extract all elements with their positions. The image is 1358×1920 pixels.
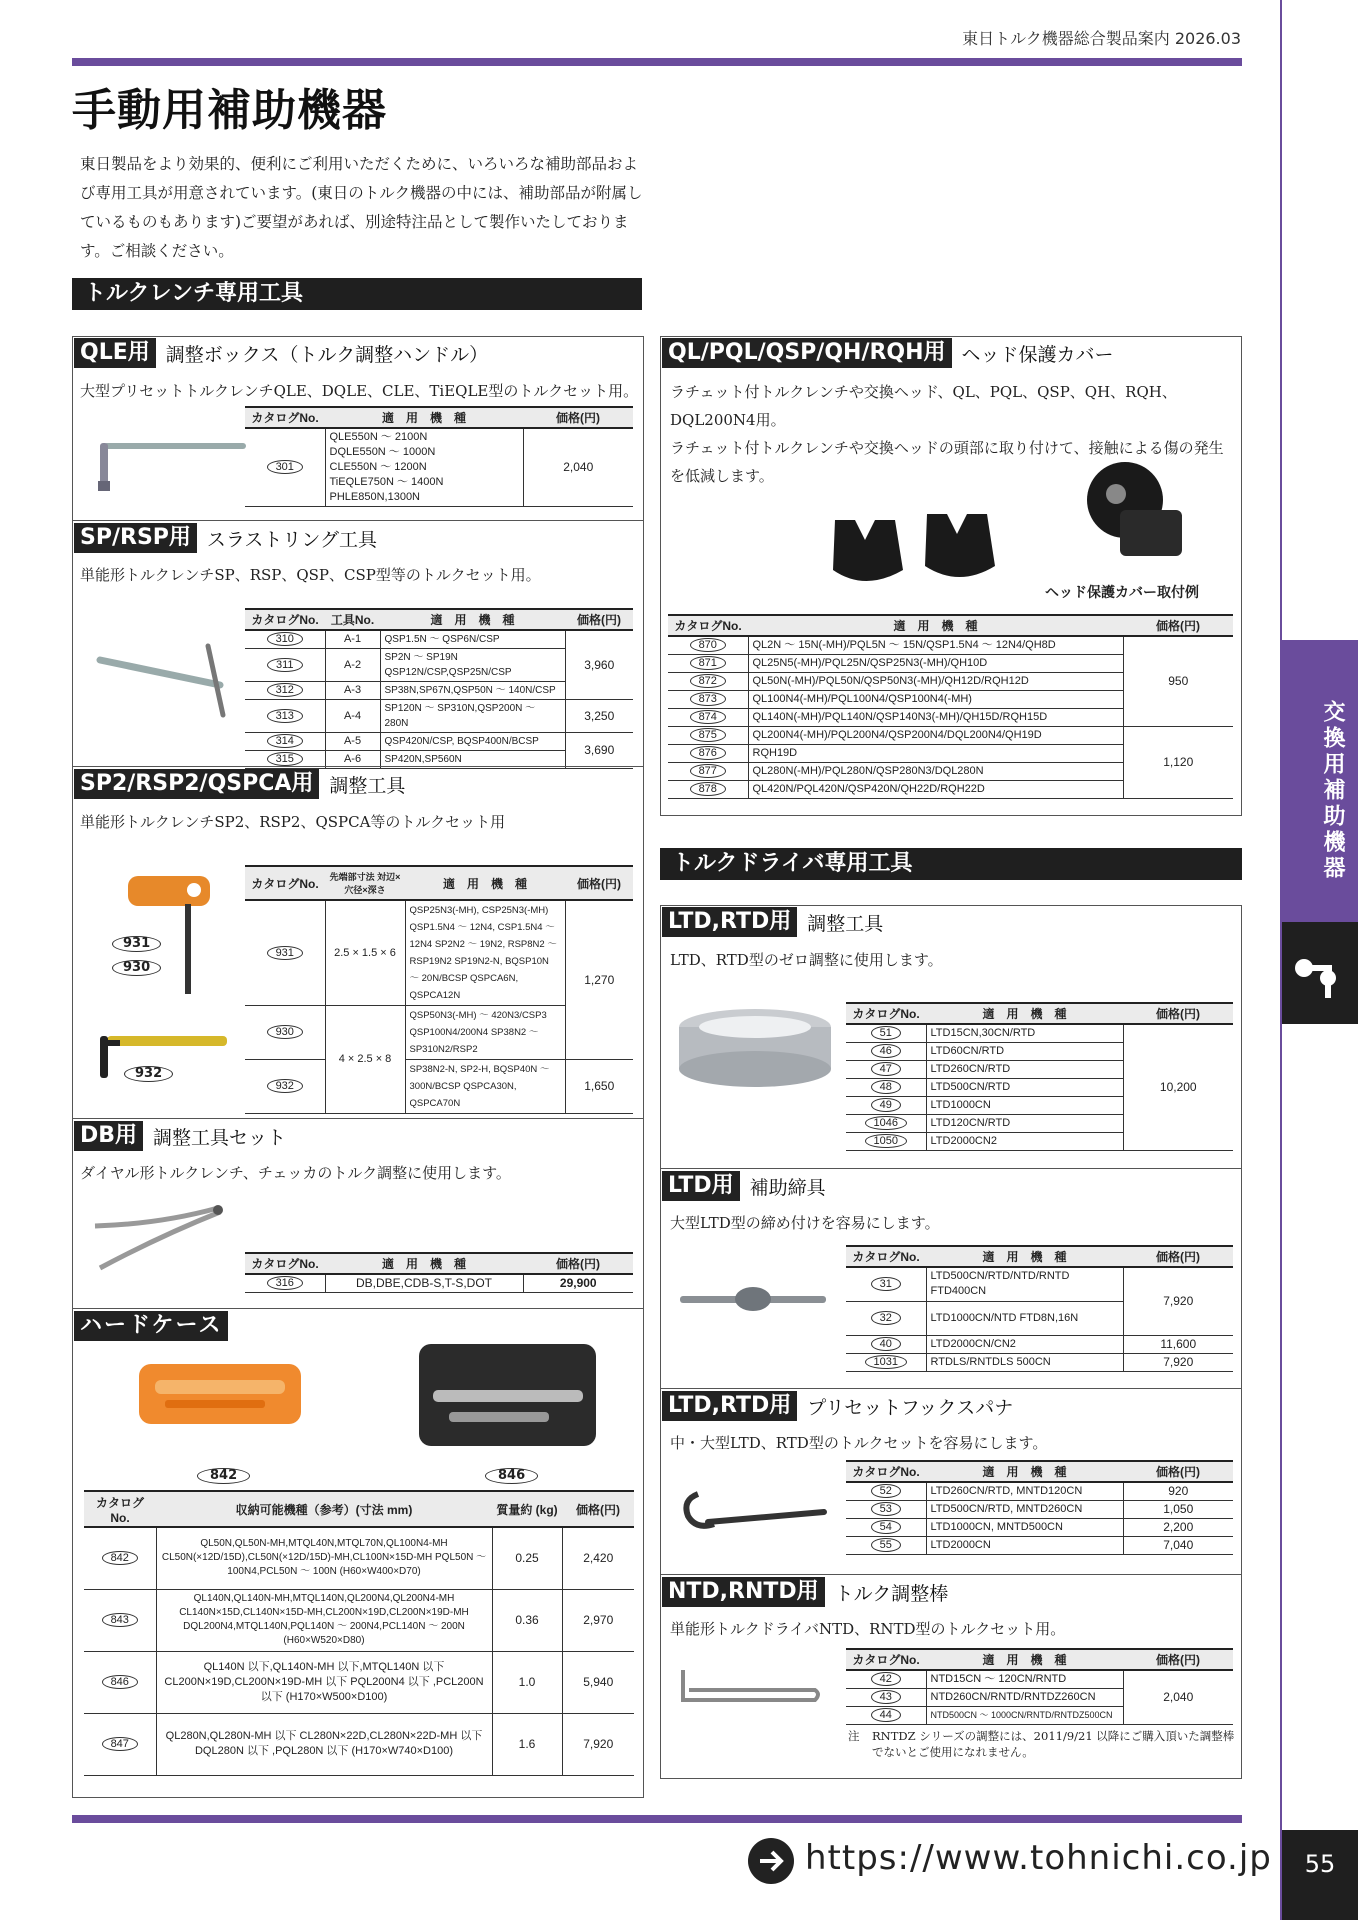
qle-tag: QLE用 <box>74 338 156 368</box>
ntd-note: RNTDZ シリーズの調整には、2011/9/21 以降にご購入頂いた調整棒でないとご使用になれません。 <box>872 1729 1235 1759</box>
db-header <box>74 1121 286 1151</box>
ltd2-tag: LTD用 <box>662 1171 740 1201</box>
arrow-circle-icon <box>748 1838 794 1884</box>
top-rule <box>72 58 1242 66</box>
case-table: カタログ No. 収納可能機種（参考）(寸法 mm) 質量約 (kg) 価格(円) 842 QL50N,QL50N-MH,MTQL40N,MTQL70N,QL100N4-MH CL50N(×12D/15D),CL50N(×12D/15D)-MH,CL100N×15D-MH PQL50N ～ 100N4,PCL50N ～ 100N (H60×W400×D70) 0.25 2,420 843 QL140N,QL140N-MH,MTQL140N,QL200N4,QL200N4-MH CL140N×15D,CL140N×15D-MH,CL200N×19D,CL200N×19D-MH DQL200N4,MTQL140N,PQL140N ～ 200N4,PCL140N ～ 200N (H60×W520×D80) 0.36 2,970 846 QL140N 以下,QL140N-MH 以下,MTQL140N 以下 CL200N×19D,CL200N×19D-MH 以下 PQL200N4 以下 ,PCL200N 以下 (H170×W500×D100) 1.0 5,940 847 QL280N,QL280N-MH 以下 CL280N×22D,CL280N×22D-MH 以下 DQL280N 以下 ,PQL280N 以下 (H170×W740×D100) 1.6 7,920 <box>84 1490 634 1776</box>
intro-text: 東日製品をより効果的、便利にご利用いただくために、いろいろな補助部品および専用工具が用意されています。(東日のトルク機器の中には、補助部品が附属しているものもあります)ご要望があれば、別途特注品として製作いたしております。ご相談ください。 <box>80 155 643 260</box>
ltd1-desc: LTD、RTD型のゼロ調整に使用します。 <box>670 951 943 969</box>
th-catalog-no: カタログNo. <box>245 407 325 428</box>
case-tag: ハードケース <box>74 1311 228 1341</box>
ntd-tag: NTD,RNTD用 <box>662 1577 825 1607</box>
sp-table: カタログNo. 工具No. 適 用 機 種 価格(円) 310 A-1 QSP1.5N ～ QSP6N/CSP 3,960 311 A-2 SP2N ～ SP19N QSP12N/CSP,QSP25N/CSP 312 A-3 SP38N,SP67N,QSP50N ～ 140N/CSP 313 A-4 SP120N ～ SP310N,QSP200N ～ 280N 3,250 314 A-5 QSP420N/CSP, BQSP400N/BCSP 3,690 315 A-6 SP420N,SP560N <box>245 608 633 769</box>
sp-desc: 単能形トルクレンチSP、RSP、QSP、CSP型等のトルクセット用。 <box>80 566 541 584</box>
ntd-subtitle: トルク調整棒 <box>834 1582 949 1605</box>
ql-subtitle: ヘッド保護カバー <box>961 343 1114 366</box>
ql-desc-1: ラチェット付トルクレンチや交換ヘッド、QL、PQL、QSP、QH、RQH、DQL200N4用。 <box>670 383 1177 429</box>
ltd2-desc: 大型LTD型の締め付けを容易にします。 <box>670 1214 940 1232</box>
ql-table: カタログNo. 適 用 機 種 価格(円) 870 QL2N ～ 15N(-MH)/PQL5N ～ 15N/QSP1.5N4 ～ 12N4/QH8D 950 871 QL25N5(-MH)/PQL25N/QSP25N3(-MH)/QH10D 872 QL50N(-MH)/PQL50N/QSP50N3(-MH)/QH12D/RQH12D 873 QL100N4(-MH)/PQL100N4/QSP100N4(-MH) 874 QL140N(-MH)/PQL140N/QSP140N3(-MH)/QH15D/RQH15D 875 QL200N4(-MH)/PQL200N4/QSP200N4/DQL200N4/QH19D 1,120 876 RQH19D 877 QL280N(-MH)/PQL280N/QSP280N3/DQL280N 878 QL420N/PQL420N/QSP420N/QH22D/RQH22D <box>668 614 1233 799</box>
sp2-subtitle: 調整工具 <box>329 774 406 797</box>
qle-header <box>74 338 488 368</box>
ltd3-table: カタログNo. 適 用 機 種 価格(円) 52 LTD260CN/RTD, MNTD120CN 920 53 LTD500CN/RTD, MNTD260CN 1,050 54 LTD1000CN, MNTD500CN 2,200 55 LTD2000CN 7,040 <box>846 1460 1233 1555</box>
sp-header <box>74 523 377 553</box>
thrust-ring-tool-image <box>95 640 245 720</box>
db-table: カタログNo. 適 用 機 種 価格(円) 316 DB,DBE,CDB-S,T-S,DOT 29,900 <box>245 1252 633 1293</box>
arrow-right-icon <box>748 1838 794 1884</box>
side-tab-label: 交換用補助機器 <box>1320 700 1345 882</box>
th-price: 価格(円) <box>523 407 633 428</box>
torque-adjusting-rod-image <box>675 1660 825 1710</box>
head-cover-image <box>825 500 1015 590</box>
ltd1-tag: LTD,RTD用 <box>662 907 797 937</box>
ltd2-table: カタログNo. 適 用 機 種 価格(円) 31 LTD500CN/RTD/NTD/RNTD FTD400CN 7,920 32 LTD1000CN/NTD FTD8N,16N 40 LTD2000CN/CN2 11,600 1031 RTDLS/RNTDLS 500CN 7,920 <box>846 1245 1233 1372</box>
ntd-table: カタログNo. 適 用 機 種 価格(円) 42 NTD15CN ～ 120CN/RNTD 2,040 43 NTD260CN/RNTD/RNTDZ260CN 44 NTD500CN ～ 1000CN/RNTD/RNTDZ500CN <box>846 1648 1233 1725</box>
head-cover-attached-image <box>1080 460 1190 580</box>
label-931: 931 <box>112 936 161 952</box>
ql-tag: QL/PQL/QSP/QH/RQH用 <box>662 338 952 368</box>
sp2-desc: 単能形トルクレンチSP2、RSP2、QSPCA等のトルクセット用 <box>80 813 506 831</box>
ltd1-table: カタログNo. 適 用 機 種 価格(円) 51 LTD15CN,30CN/RTD 10,200 46 LTD60CN/RTD 47 LTD260CN/RTD 48 LTD500CN/RTD 49 LTD1000CN 1046 LTD120CN/RTD 1050 LTD2000CN2 <box>846 1002 1233 1151</box>
category-torque-driver-tools: トルクドライバ専用工具 <box>660 848 1242 880</box>
ntd-note-label: 注 <box>848 1729 860 1743</box>
ntd-desc: 単能形トルクドライバNTD、RNTD型のトルクセット用。 <box>670 1620 1066 1638</box>
sp-tag: SP/RSP用 <box>74 523 197 553</box>
sp2-header <box>74 769 405 799</box>
qle-desc: 大型プリセットトルクレンチQLE、DQLE、CLE、TiEQLE型のトルクセット用。 <box>80 382 639 400</box>
hard-case-846-image <box>415 1340 600 1450</box>
sp2-tag: SP2/RSP2/QSPCA用 <box>74 769 319 799</box>
bottom-rule <box>72 1815 1242 1823</box>
zero-adjust-tool-image <box>675 1005 835 1095</box>
page-title: 手動用補助機器 <box>72 85 387 136</box>
ltd1-header <box>662 907 883 937</box>
category-torque-wrench-tools: トルクレンチ専用工具 <box>72 278 642 310</box>
ltd3-subtitle: プリセットフックスパナ <box>807 1396 1014 1419</box>
db-subtitle: 調整工具セット <box>153 1126 287 1149</box>
head-cover-caption: ヘッド保護カバー取付例 <box>1045 585 1199 601</box>
ltd3-header <box>662 1391 1013 1421</box>
db-tag: DB用 <box>74 1121 143 1151</box>
models-cell: QLE550N ～ 2100N DQLE550N ～ 1000N CLE550N ～ 1200N TiEQLE750N ～ 1400N PHLE850N,1300N <box>325 428 523 507</box>
price-cell: 2,040 <box>523 428 633 507</box>
th-models: 適 用 機 種 <box>325 407 523 428</box>
adjusting-box-image <box>90 435 250 495</box>
ltd2-subtitle: 補助締具 <box>749 1176 826 1199</box>
sp-subtitle: スラストリング工具 <box>206 528 377 551</box>
wrench-icon <box>1288 950 1348 1000</box>
label-932: 932 <box>124 1066 173 1082</box>
ltd2-header <box>662 1171 826 1201</box>
hard-case-842-image <box>135 1356 305 1428</box>
ql-header <box>662 338 1114 368</box>
label-842: 842 <box>197 1468 250 1484</box>
case-header <box>74 1311 228 1341</box>
label-930: 930 <box>112 960 161 976</box>
qle-table <box>245 406 633 507</box>
catalog-title: 東日トルク機器総合製品案内 2026.03 <box>962 29 1241 48</box>
auxiliary-clamp-image <box>678 1280 828 1320</box>
db-tool-set-image <box>90 1196 230 1276</box>
db-desc: ダイヤル形トルクレンチ、チェッカのトルク調整に使用します。 <box>80 1164 511 1182</box>
sp2-table: カタログNo. 先端部寸法 対辺×穴径×深さ 適 用 機 種 価格(円) 931 2.5 × 1.5 × 6 QSP25N3(-MH), CSP25N3(-MH) QSP1.5N4 ～ 12N4, CSP1.5N4 ～ 12N4 SP2N2 ～ 19N2, RSP8N2 ～ RSP19N2 SP19N2-N, BQSP10N ～ 20N/BCSP QSPCA6N, QSPCA12N 1,270 930 4 × 2.5 × 8 QSP50N3(-MH) ～ 420N3/CSP3 QSP100N4/200N4 SP38N2 ～ SP310N2/RSP2 932 SP38N2-N, SP2-H, BQSP40N ～ 300N/BCSP QSPCA30N, QSPCA70N 1,650 <box>245 865 633 1114</box>
qle-subtitle: 調整ボックス（トルク調整ハンドル） <box>165 343 489 366</box>
ntd-header <box>662 1577 948 1607</box>
ltd1-subtitle: 調整工具 <box>807 912 884 935</box>
ltd3-desc: 中・大型LTD、RTD型のトルクセットを容易にします。 <box>670 1434 1048 1452</box>
label-846: 846 <box>485 1468 538 1484</box>
hook-spanner-image <box>678 1480 828 1540</box>
page-number: 55 <box>1282 1830 1358 1920</box>
catalog-no-cell: 301 <box>245 428 325 507</box>
ql-desc-2: ラチェット付トルクレンチや交換ヘッドの頭部に取り付けて、接触による傷の発生を低減します。 <box>670 439 1224 485</box>
website-url[interactable]: https://www.tohnichi.co.jp <box>805 1838 1272 1878</box>
ltd3-tag: LTD,RTD用 <box>662 1391 797 1421</box>
